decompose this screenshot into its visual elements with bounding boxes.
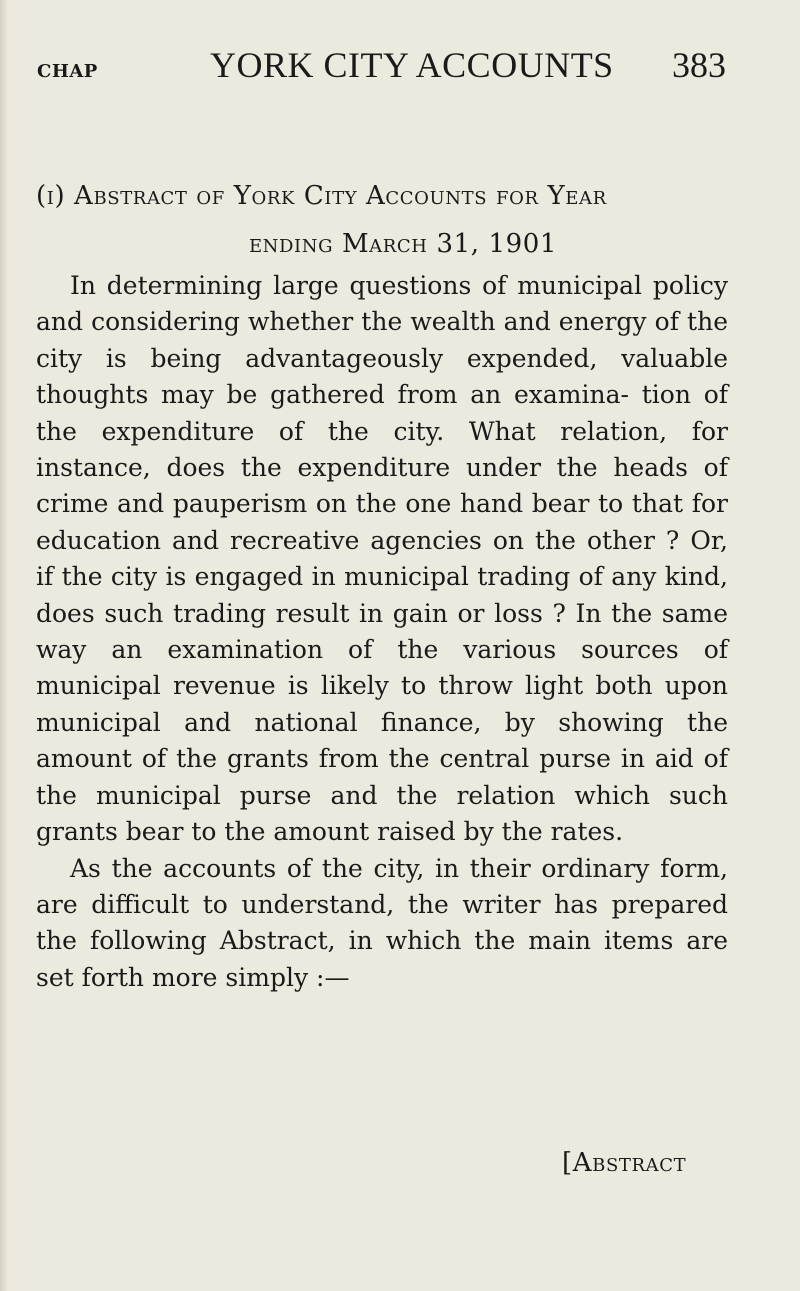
section-heading [36,172,736,268]
page-edge-shadow [0,0,8,1291]
body-text [36,268,728,996]
paragraph: As the accounts of the city, in their ordinary form, are difficult to understand, the writer has prepared the following Abstract, in which the main items are set forth more simply :— [36,853,728,992]
catchword: [Abstract [562,1148,687,1178]
section-heading-line-2: ending March 31, 1901 [248,229,558,259]
running-title: YORK CITY ACCOUNTS [210,45,614,85]
page-number: 383 [672,45,726,85]
section-heading-line-1: (i) Abstract of York City Accounts for Year [36,181,607,211]
paragraph: In determining large questions of municipal policy and considering whether the wealth and energy of the city is being advantageously expended, valuable thoughts may be gathered from an examina- tion of the expenditure of the city. What relation, for instance, does the expenditure under the heads of crime and pauperism on the one hand bear to that for education and recreative agencies on the other ? Or, if the city is engaged in municipal trading of any kind, does such trading result in gain or loss ? In the same way an examination of the various sources of municipal revenue is likely to throw light both upon municipal and national finance, by showing the amount of the grants from the central purse in aid of the municipal purse and the relation which such grants bear to the amount raised by the rates. [36,271,728,847]
running-head [0,44,800,88]
chapter-marker: CHAP [37,61,98,82]
